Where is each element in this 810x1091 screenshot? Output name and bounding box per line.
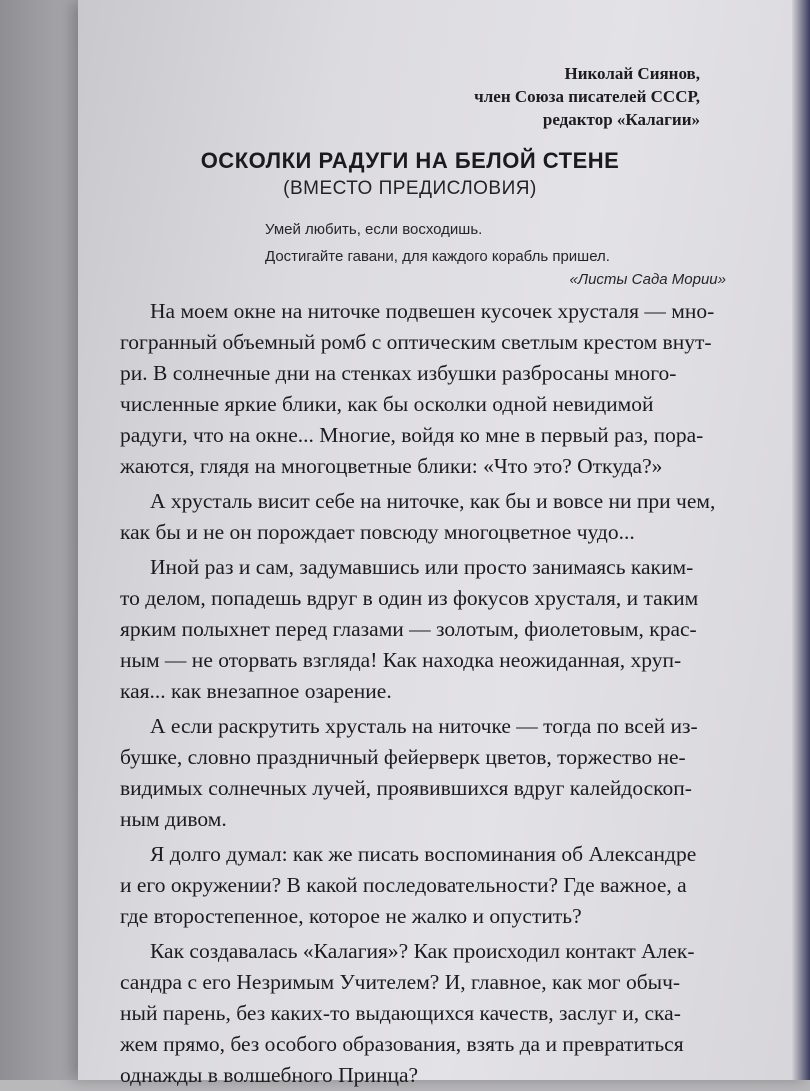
paragraph xyxy=(120,296,770,482)
chapter-title: ОСКОЛКИ РАДУГИ НА БЕЛОЙ СТЕНЕ xyxy=(200,148,620,173)
author-name: Николай Сиянов, xyxy=(564,64,700,83)
text-line: ярким полыхнет перед глазами — золотым, фиолетовым, крас- xyxy=(120,617,697,641)
text-line: где второстепенное, которое не жалко и опустить? xyxy=(120,904,582,928)
paragraph xyxy=(120,711,770,835)
author-editor: редактор «Калагии» xyxy=(542,110,700,129)
epigraph-line: Умей любить, если восходишь. xyxy=(265,221,483,238)
text-line: видимых солнечных лучей, проявившихся вдруг калейдоскоп- xyxy=(120,776,692,800)
text-line: однажды в волшебного Принца? xyxy=(120,1063,419,1087)
text-line: А если раскрутить хрусталь на ниточке — тогда по всей из- xyxy=(150,714,698,738)
text-line: гогранный объемный ромб с оптическим светлым крестом внут- xyxy=(120,330,712,354)
paragraph xyxy=(120,486,770,548)
text-line: Иной раз и сам, задумавшись или просто занимаясь каким- xyxy=(150,555,694,579)
text-line: как бы и не он порождает повсюду многоцветное чудо... xyxy=(120,520,635,544)
text-line: численные яркие блики, как бы осколки одной невидимой xyxy=(120,392,654,416)
paragraph xyxy=(120,936,770,1091)
text-line: ным — не оторвать взгляда! Как находка неожиданная, хруп- xyxy=(120,648,682,672)
text-line: радуги, что на окне... Многие, войдя ко мне в первый раз, пора- xyxy=(120,423,704,447)
epigraph xyxy=(265,218,730,291)
epigraph-line: Достигайте гавани, для каждого корабль пришел. xyxy=(265,248,610,265)
text-line: жаются, глядя на многоцветные блики: «Что это? Откуда?» xyxy=(120,454,663,478)
text-line: ным дивом. xyxy=(120,807,227,831)
text-line: то делом, попадешь вдруг в один из фокусов хрусталя, и таким xyxy=(120,586,699,610)
text-line: Как создавалась «Калагия»? Как происходил контакт Алек- xyxy=(150,939,695,963)
page-edge xyxy=(792,0,810,1080)
text-line: кая... как внезапное озарение. xyxy=(120,679,392,703)
text-line: ный парень, без каких-то выдающихся качеств, заслуг и, ска- xyxy=(120,1001,681,1025)
author-role: член Союза писателей СССР, xyxy=(474,87,700,106)
paragraph xyxy=(120,552,770,707)
epigraph-source: «Листы Сада Мории» xyxy=(569,271,726,288)
text-line: На моем окне на ниточке подвешен кусочек хрусталя — мно- xyxy=(150,299,715,323)
author-block xyxy=(474,62,700,131)
paragraph xyxy=(120,839,770,932)
text-line: ри. В солнечные дни на стенках избушки разбросаны много- xyxy=(120,361,677,385)
book-gutter xyxy=(0,0,78,1080)
text-line: жем прямо, без особого образования, взять да и превратиться xyxy=(120,1032,684,1056)
text-line: бушке, словно праздничный фейерверк цветов, торжество не- xyxy=(120,745,686,769)
body-text xyxy=(120,296,770,1091)
text-line: и его окружении? В какой последовательности? Где важное, а xyxy=(120,873,687,897)
text-line: А хрусталь висит себе на ниточке, как бы и вовсе ни при чем, xyxy=(150,489,716,513)
chapter-subtitle: (ВМЕСТО ПРЕДИСЛОВИЯ) xyxy=(283,178,537,199)
text-line: Я долго думал: как же писать воспоминания об Александре xyxy=(150,842,697,866)
text-line: сандра с его Незримым Учителем? И, главное, как мог обыч- xyxy=(120,970,681,994)
